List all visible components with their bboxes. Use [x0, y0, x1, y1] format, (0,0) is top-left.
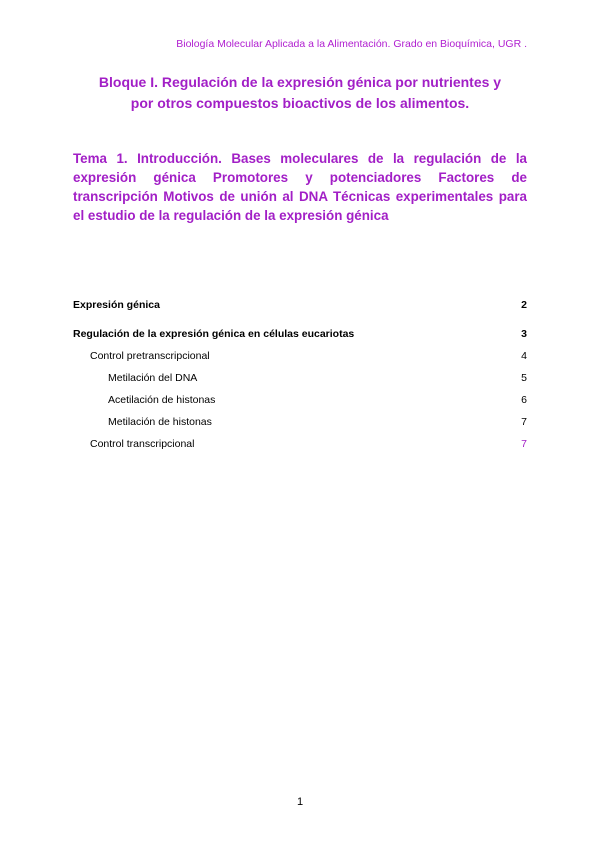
toc-entry-metilacion-dna[interactable] — [73, 369, 527, 387]
toc-entry-control-transcripcional[interactable] — [73, 435, 527, 453]
toc-entry-label: Control pretranscripcional — [90, 350, 210, 362]
toc-entry-label: Regulación de la expresión génica en células eucariotas — [73, 328, 355, 340]
toc-entry-regulacion[interactable] — [73, 325, 527, 343]
toc-entry-label: Expresión génica — [73, 299, 160, 311]
toc-entry-page: 5 — [521, 372, 527, 384]
toc-entry-page: 4 — [521, 350, 527, 362]
toc-entry-page: 3 — [521, 328, 527, 340]
toc-entry-label: Acetilación de histonas — [108, 394, 216, 406]
toc-entry-page: 7 — [521, 416, 527, 428]
toc-entry-label: Control transcripcional — [90, 438, 195, 450]
toc-entry-page: 7 — [521, 438, 527, 450]
toc-entry-control-pretranscripcional[interactable] — [73, 347, 527, 365]
running-header: Biología Molecular Aplicada a la Alimentación. Grado en Bioquímica, UGR . — [176, 38, 527, 50]
toc-entry-acetilacion-histonas[interactable] — [73, 391, 527, 409]
toc-entry-page: 2 — [521, 299, 527, 311]
toc-entry-page: 6 — [521, 394, 527, 406]
topic-title: Tema 1. Introducción. Bases moleculares de la regulación de la expresión génica Promotores y potenciadores Factores de transcripción Motivos de unión al DNA Técnicas experimentales para el estudio de la regulación de la expresión génica — [73, 151, 527, 223]
page-number: 1 — [296, 796, 304, 808]
block-title-line-1: Bloque I. Regulación de la expresión génica por nutrientes y — [98, 74, 502, 90]
toc-entry-label: Metilación de histonas — [108, 416, 212, 428]
toc-entry-expresion-genica[interactable] — [73, 296, 527, 314]
block-title-line-2: por otros compuestos bioactivos de los alimentos. — [130, 95, 470, 111]
toc-entry-metilacion-histonas[interactable] — [73, 413, 527, 431]
toc-entry-label: Metilación del DNA — [108, 372, 198, 384]
block-title — [60, 72, 540, 114]
